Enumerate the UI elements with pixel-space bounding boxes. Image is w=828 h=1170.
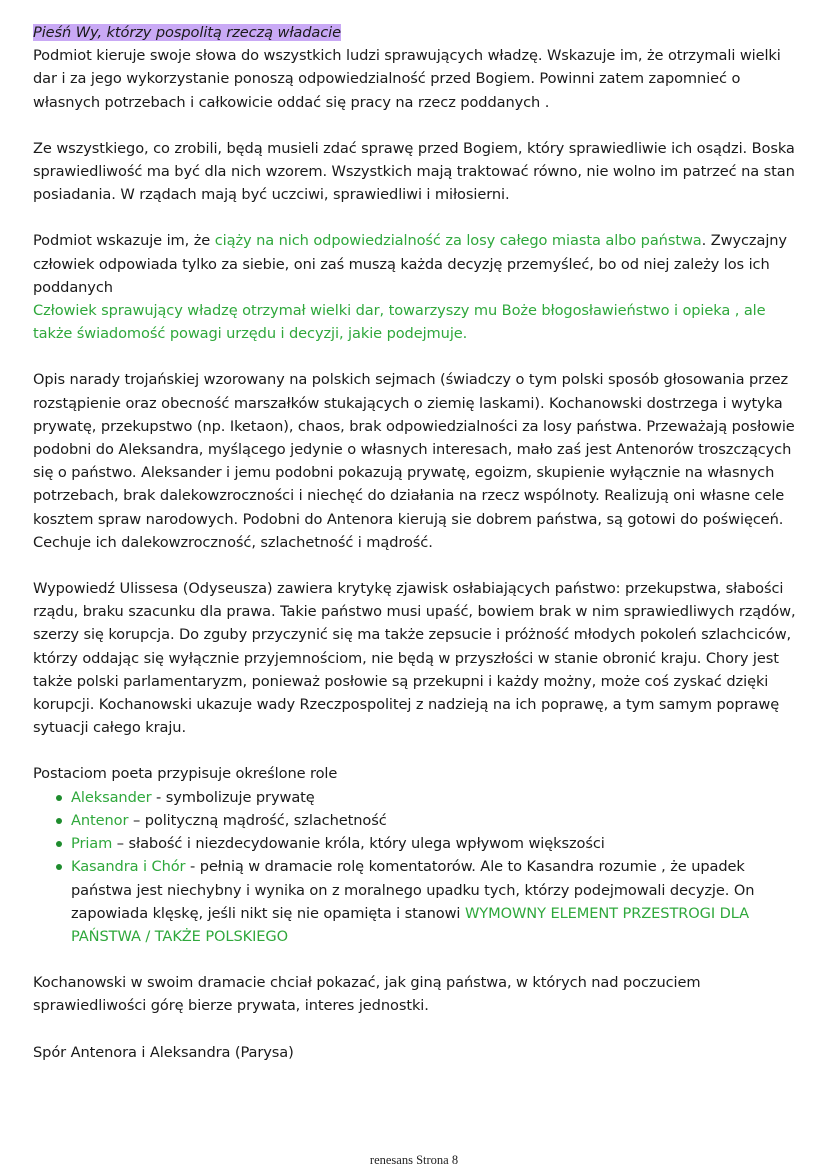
bullet-icon [56, 795, 62, 801]
roles-intro: Postaciom poeta przypisuje określone role [33, 765, 338, 783]
bullet-icon [56, 841, 62, 847]
paragraph-3-green: ciąży na nich odpowiedzialność za losy całego miasta albo państwa [214, 232, 702, 250]
paragraph-3-green-summary: Człowiek sprawujący władzę otrzymał wielki dar, towarzyszy mu Boże błogosławieństwo i opieka , ale także świadomość powagi urzędu i decyzji, jakie podejmuje. [33, 302, 766, 343]
role-name: Kasandra i Chór [71, 858, 186, 876]
list-item [71, 809, 808, 832]
paragraph-1: Podmiot kieruje swoje słowa do wszystkich ludzi sprawujących władzę. Wskazuje im, że otrzymali wielki dar i za jego wykorzystanie ponoszą odpowiedzialność przed Bogiem. Powinni zatem zapomnieć o własnych potrzebach i całkowicie oddać się pracy na rzecz poddanych . [33, 47, 781, 111]
list-item [71, 832, 808, 855]
list-item [71, 855, 808, 948]
role-text: - symbolizuje prywatę [151, 788, 315, 806]
role-name: Priam [71, 835, 113, 853]
roles-list [33, 786, 808, 948]
role-text: - pełnią w dramacie rolę komentatorów. Ale to Kasandra rozumie , że upadek państwa jest niechybny i wynika on z moralnego upadku tych, którzy podejmowali decyzje. On zapowiada klęskę, jeśli nikt się nie opamięta i stanowi [71, 858, 755, 922]
document-title [33, 21, 808, 44]
paragraph-4: Opis narady trojańskiej wzorowany na polskich sejmach (świadczy o tym polski sposób głosowania przez rozstąpienie oraz obecność marszałków stukających o ziemię laskami). Kochanowski dostrzega i wytyka prywatę, przekupstwo (np. Iketaon), chaos, brak odpowiedzialności za losy państwa. Przeważają posłowie podobni do Aleksandra, myślącego jedynie o własnych interesach, mało zaś jest Antenorów troszczących się o państwo. Aleksander i jemu podobni pokazują prywatę, egoizm, skupienie wyłącznie na własnych potrzebach, brak dalekowzroczności i niechęć do działania na rzecz wspólnoty. Realizują oni własne cele kosztem spraw narodowych. Podobni do Antenora kierują sie dobrem państwa, są gotowi do poświęceń. Cechuje ich dalekowzroczność, szlachetność i mądrość. [33, 371, 795, 551]
list-item [71, 786, 808, 809]
paragraph-5: Wypowiedź Ulissesa (Odyseusza) zawiera krytykę zjawisk osłabiających państwo: przekupstwa, słabości rządu, braku szacunku dla prawa. Takie państwo musi upaść, bowiem brak w nim sprawiedliwych rządów, szerzy się korupcja. Do zguby przyczynić się ma także zepsucie i próżność młodych pokoleń szlachciców, którzy oddając się wyłącznie przyjemnościom, nie będą w przyszłości w stanie obronić kraju. Chory jest także polski parlamentaryzm, ponieważ posłowie są przekupni i każdy możny, może coś zyskać dzięki korupcji. Kochanowski ukazuje wady Rzeczpospolitej z nadzieją na ich poprawę, a tym samym poprawę sytuacji całego kraju. [33, 580, 796, 737]
paragraph-3-before: Podmiot wskazuje im, że [33, 232, 215, 250]
page-footer: renesans Strona 8 [369, 1153, 459, 1167]
paragraph-6: Kochanowski w swoim dramacie chciał pokazać, jak giną państwa, w których nad poczuciem sprawiedliwości górę bierze prywata, interes jednostki. [33, 974, 701, 1015]
role-name: Aleksander [71, 788, 152, 806]
paragraph-7: Spór Antenora i Aleksandra (Parysa) [33, 1043, 294, 1061]
bullet-icon [56, 864, 62, 870]
role-warning: WYMOWNY ELEMENT PRZESTROGI DLA PAŃSTWA / TAKŻE POLSKIEGO [71, 904, 750, 945]
bullet-icon [56, 818, 62, 824]
paragraph-2: Ze wszystkiego, co zrobili, będą musieli zdać sprawę przed Bogiem, który sprawiedliwie ich osądzi. Boska sprawiedliwość ma być dla nich wzorem. Wszystkich mają traktować równo, nie wolno im patrzeć na stan posiadania. W rządach mają być uczciwi, sprawiedliwi i miłosierni. [33, 139, 795, 204]
role-text: – słabość i niezdecydowanie króla, który ulega wpływom większości [112, 835, 605, 853]
document-body [33, 21, 808, 1064]
paragraph-3 [33, 229, 808, 299]
paragraph-3-after: . Zwyczajny człowiek odpowiada tylko za siebie, oni zaś muszą każda decyzję przemyśleć, bo od niej zależy los ich poddanych [33, 232, 787, 296]
role-text: – polityczną mądrość, szlachetność [128, 811, 387, 829]
title-highlight: Pieśń Wy, którzy pospolitą rzeczą władacie [33, 24, 342, 41]
role-name: Antenor [71, 811, 129, 829]
